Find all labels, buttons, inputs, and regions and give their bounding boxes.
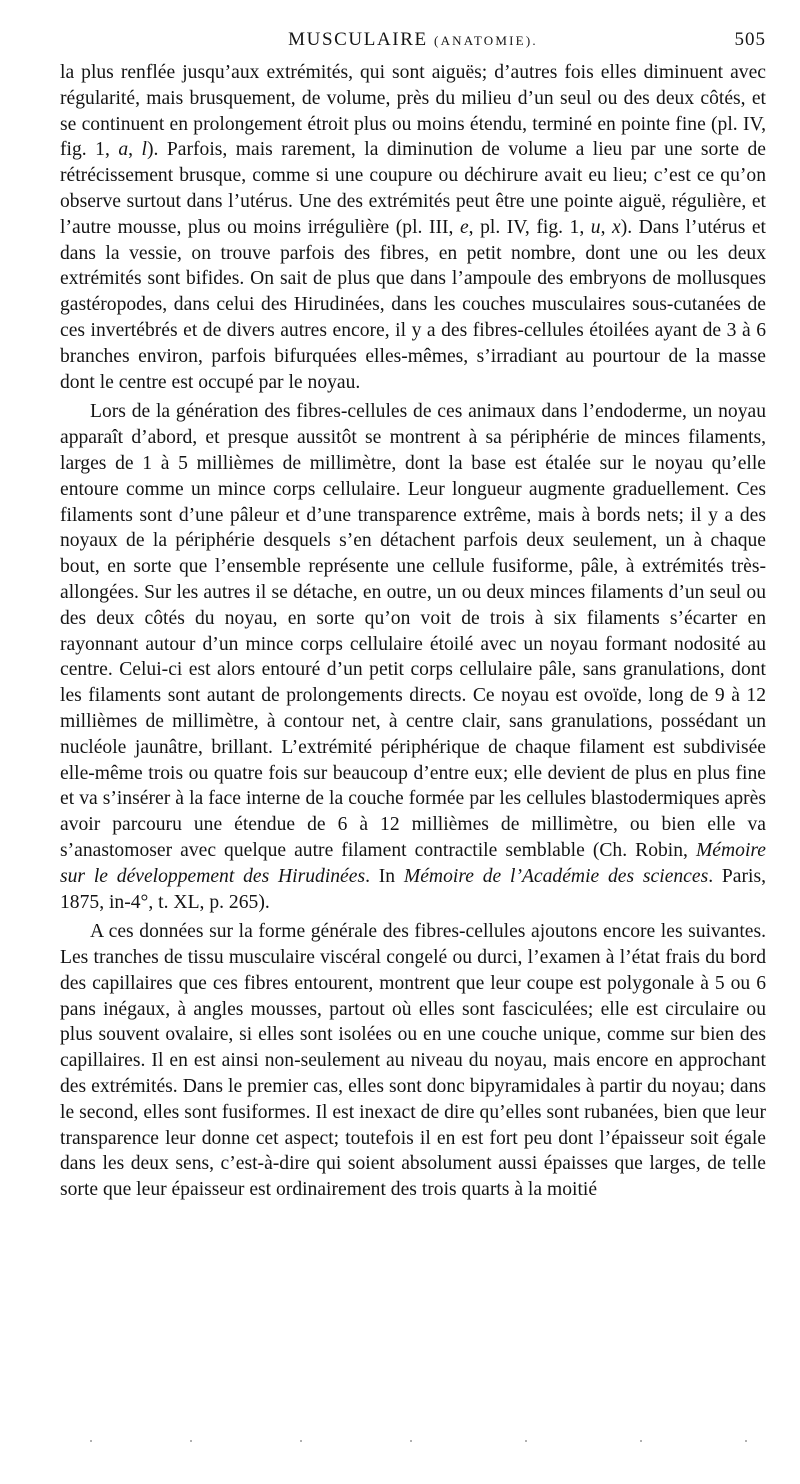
paragraph — [60, 919, 766, 1203]
text-run: ). Parfois, mais rarement, la diminution de volume a lieu par une sorte de rétrécissement brusque, comme si une coupure ou déchirure avait eu lieu; c’est ce qu’on observe surtout dans l’utérus. Une des extrémités peut être une pointe aiguë, régulière, et l’autre mousse, plus ou moins irrégulière (pl. III, — [60, 139, 766, 238]
text-run: , — [128, 139, 142, 161]
italic-text: e — [459, 216, 469, 238]
text-run: ). Dans l’utérus et dans la vessie, on trouve parfois des fibres, en petit nombre, dont une ou les deux extrémités sont bifides. On sait de plus que dans l’ampoule des embryons de mollusques gastéropodes, dans celui des Hirudinées, dans les couches musculaires sous-cutanées de ces invertébrés et de divers autres encore, il y a des fibres-cellules étoilées ayant de 3 à 6 branches environ, parfois bifurquées elles-mêmes, s’irradiant au pourtour de la masse dont le centre est occupé par le noyau. — [60, 216, 767, 393]
paragraph-continued — [60, 60, 766, 395]
running-title-main: MUSCULAIRE — [288, 29, 428, 50]
text-run: la plus renflée jusqu’aux extrémités, qui sont aiguës; d’autres fois elles diminuent avec régularité, mais brusquement, de volume, près du milieu d’un seul ou des deux côtés, et se continuent en prolongement étroit plus ou moins étendu, terminé en pointe fine (pl. IV, fig. 1, — [60, 62, 766, 161]
italic-text: u — [590, 216, 601, 238]
italic-text: a — [118, 139, 129, 161]
italic-text: x — [612, 216, 621, 238]
running-title — [60, 29, 766, 51]
text-run: , pl. IV, fig. 1, — [468, 216, 591, 238]
text-run: Lors de la génération des fibres-cellules de ces animaux dans l’endoderme, un noyau apparaît d’abord, et presque aussitôt se montrent à sa périphérie de minces filaments, larges de 1 à 5 millièmes de millimètre, dont la base est étalée sur le noyau qu’elle entoure comme un mince corps cellulaire. Leur longueur augmente graduellement. Ces filaments sont d’une pâleur et d’une transparence extrême, mais à bords nets; il y a des noyaux de la périphérie desquels s’en détachent parfois deux seulement, un à chaque bout, en sorte que l’ensemble représente une cellule fusiforme, pâle, à extrémités très-allongées. Sur les autres il se détache, en outre, un ou deux minces filaments d’un seul ou des deux côtés du noyau, en sorte qu’on voit de trois à six filaments s’écarter en rayonnant autour d’un mince corps cellulaire étoilé avec un noyau formant nodosité au centre. Celui-ci est alors entouré d’un petit corps cellulaire pâle, sans granulations, dont les filaments sont autant de prolongements directs. Ce noyau est ovoïde, long de 9 à 12 millièmes de millimètre, à contour net, à centre clair, sans granulations, possédant un nucléole jaunâtre, brillant. L’extrémité périphérique de chaque filament est subdivisée elle-même trois ou quatre fois sur beaucoup d’entre eux; elle devient de plus en plus fine et va s’insérer à la face interne de la couche formée par les cellules blastodermiques après avoir parcouru une étendue de 6 à 12 millièmes de millimètre, ou bien elle va s’anastomoser avec quelque autre filament contractile semblable (Ch. Robin, — [60, 401, 766, 861]
page-number: 505 — [734, 29, 766, 50]
text-run: A ces données sur la forme générale des fibres-cellules ajoutons encore les suivantes. Les tranches de tissu musculaire viscéral congelé ou durci, l’examen à l’état frais du bord des capillaires que ces fibres entourent, montrent que leur coupe est polygonale à 5 ou 6 pans inégaux, à angles mousses, partout où elles sont fasciculées; elle est circulaire ou plus souvent ovalaire, si elles sont isolées ou en une couche unique, comme sur bien des capillaires. Il en est ainsi non-seulement au niveau du noyau, mais encore en approchant des extrémités. Dans le premier cas, elles sont donc bipyramidales à partir du noyau; dans le second, elles sont fusiformes. Il est inexact de dire qu’elles sont rubanées, bien que leur transparence leur donne cet aspect; toutefois il en est fort peu dont l’épaisseur soit égale dans les deux sens, c’est-à-dire qui soient absolument aussi épaisses que larges, de telle sorte que leur épaisseur est ordinairement des trois quarts à la moitié — [60, 921, 766, 1201]
paragraph — [60, 399, 766, 915]
text-run: . In — [365, 865, 404, 887]
text-run: , — [600, 216, 613, 238]
text-run: . Paris, 1875, in-4°, t. XL, p. 265). — [60, 865, 767, 913]
italic-text: Mémoire de l’Académie des sciences — [403, 865, 709, 887]
italic-text: l — [141, 139, 147, 161]
running-title-sub: (ANATOMIE). — [434, 33, 538, 48]
page-speckles — [80, 1440, 760, 1450]
body-text — [60, 60, 766, 1207]
running-head — [60, 29, 766, 55]
italic-text: Mémoire sur le développement des Hirudinées — [60, 839, 766, 887]
